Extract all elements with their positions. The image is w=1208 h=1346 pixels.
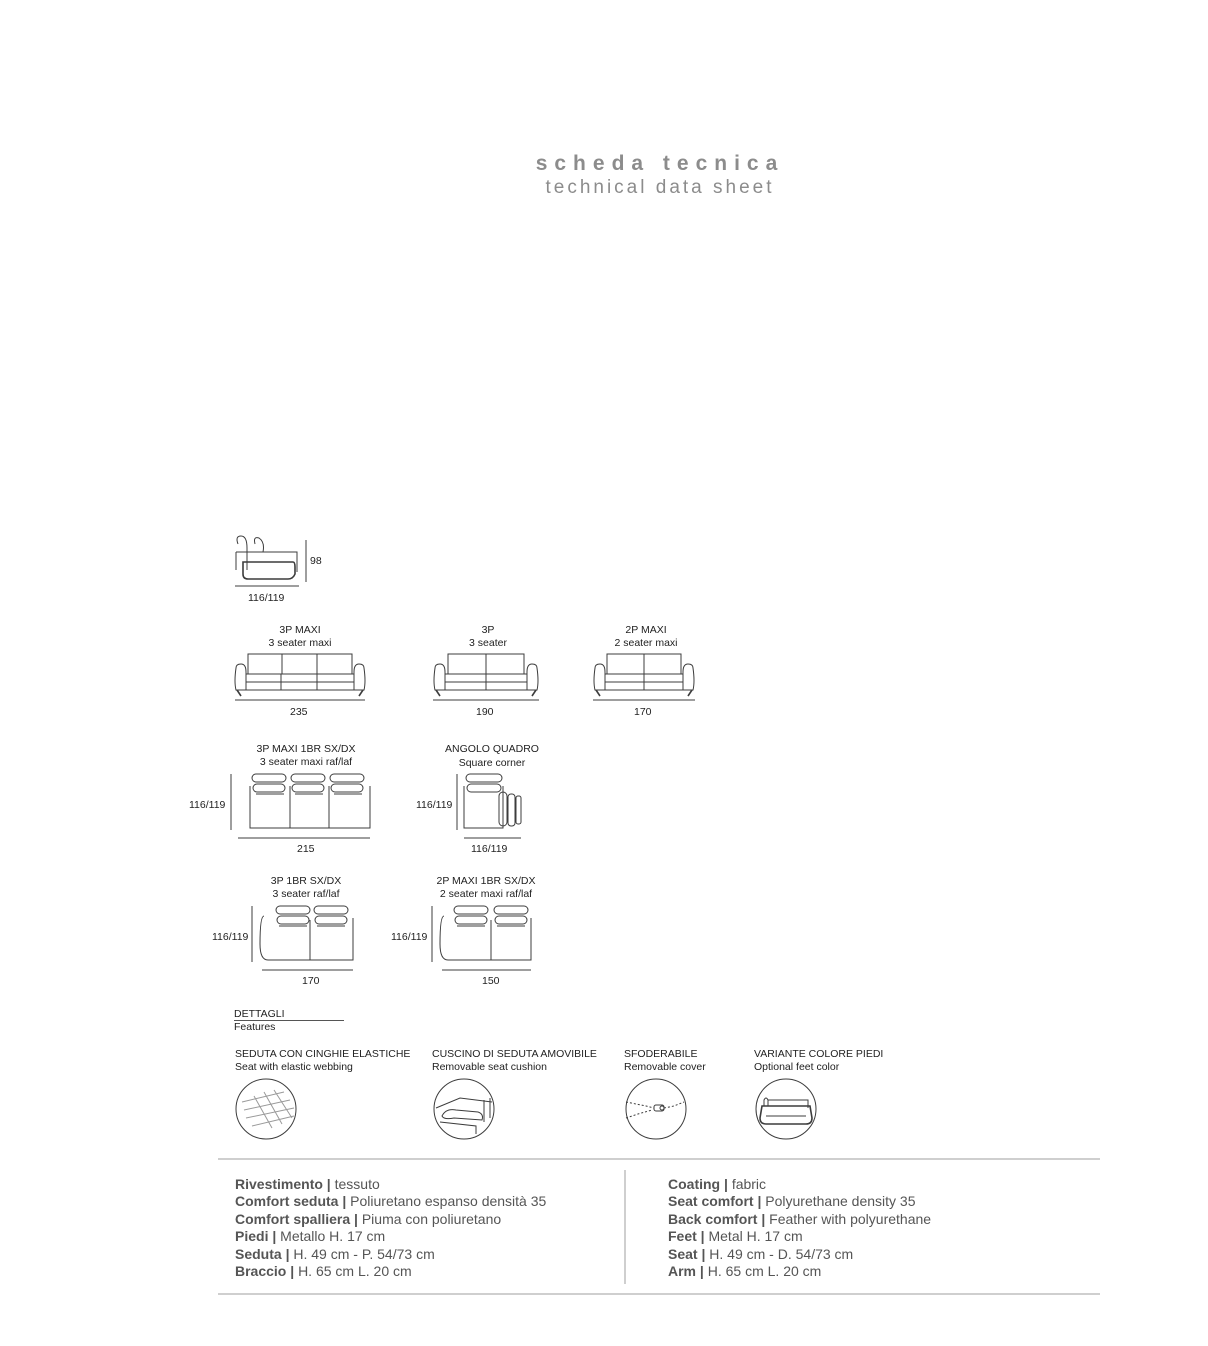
- model-depth: 116/119: [391, 931, 428, 943]
- side-depth-value: 116/119: [248, 592, 285, 604]
- spec-value: H. 65 cm L. 20 cm: [298, 1263, 412, 1280]
- spec-value: Piuma con poliuretano: [361, 1210, 502, 1227]
- spec-row: [668, 1193, 931, 1210]
- feature-title: SEDUTA CON CINGHIE ELASTICHE: [235, 1048, 411, 1060]
- sofa-3p-maxi-front-drawing: [233, 652, 367, 704]
- spec-key: Feet |: [668, 1228, 705, 1245]
- feet-icon: [754, 1078, 820, 1142]
- feature-subtitle: Optional feet color: [754, 1061, 840, 1073]
- model-width: 190: [476, 706, 494, 718]
- model-desc: 3 seater raf/laf: [272, 888, 340, 900]
- model-code: 2P MAXI: [625, 624, 667, 636]
- spec-value: Metal H. 17 cm: [708, 1228, 803, 1245]
- spec-key: Comfort seduta |: [235, 1193, 347, 1210]
- height-line: [304, 540, 308, 582]
- spec-value: H. 49 cm - P. 54/73 cm: [293, 1245, 435, 1262]
- details-subtitle: Features: [234, 1021, 276, 1033]
- feature-title: CUSCINO DI SEDUTA AMOVIBILE: [432, 1048, 597, 1060]
- feature-subtitle: Removable seat cushion: [432, 1061, 547, 1073]
- feature-title: SFODERABILE: [624, 1048, 698, 1060]
- sofa-3p-maxi-1br-plan-drawing: [228, 772, 374, 842]
- spec-row: [235, 1246, 546, 1263]
- model-width: 150: [482, 975, 500, 987]
- model-code: 3P 1BR SX/DX: [270, 875, 342, 887]
- details-title: DETTAGLI: [234, 1008, 285, 1020]
- model-width: 215: [297, 843, 315, 855]
- model-depth: 116/119: [212, 931, 249, 943]
- model-width: 235: [290, 706, 308, 718]
- spec-value: H. 49 cm - D. 54/73 cm: [709, 1245, 854, 1262]
- sofa-2p-maxi-front-drawing: [592, 652, 696, 704]
- spec-row: [235, 1193, 546, 1210]
- model-code: ANGOLO QUADRO: [445, 743, 539, 755]
- feature-title: VARIANTE COLORE PIEDI: [754, 1048, 884, 1060]
- spec-key: Coating |: [668, 1176, 728, 1192]
- column-divider: [624, 1170, 626, 1284]
- spec-value: Feather with polyurethane: [769, 1210, 932, 1227]
- spec-row: [235, 1211, 546, 1228]
- feature-subtitle: Seat with elastic webbing: [235, 1061, 353, 1073]
- spec-key: Braccio |: [235, 1263, 295, 1280]
- model-desc: 2 seater maxi: [614, 637, 678, 649]
- cushion-icon: [432, 1078, 498, 1142]
- spec-value: fabric: [731, 1176, 767, 1192]
- model-code: 2P MAXI 1BR SX/DX: [436, 875, 536, 887]
- spec-key: Seat comfort |: [668, 1193, 762, 1210]
- model-width: 116/119: [471, 843, 508, 855]
- specs-english: [668, 1176, 931, 1280]
- model-code: 3P MAXI: [279, 624, 321, 636]
- spec-value: Poliuretano espanso densità 35: [350, 1193, 547, 1210]
- spec-row: [668, 1211, 931, 1228]
- model-desc: 3 seater maxi raf/laf: [259, 756, 353, 768]
- square-corner-plan-drawing: [455, 772, 525, 842]
- model-depth: 116/119: [416, 799, 453, 811]
- model-desc: 3 seater maxi: [268, 637, 332, 649]
- spec-value: Metallo H. 17 cm: [280, 1228, 386, 1245]
- model-code: 3P: [481, 624, 495, 636]
- spec-key: Arm |: [668, 1263, 704, 1280]
- spec-key: Comfort spalliera |: [235, 1210, 358, 1227]
- bottom-rule: [218, 1293, 1100, 1295]
- side-view-drawing: [233, 534, 303, 590]
- sofa-3p-front-drawing: [432, 652, 540, 704]
- model-desc: Square corner: [458, 757, 526, 769]
- model-width: 170: [634, 706, 652, 718]
- spec-key: Piedi |: [235, 1228, 277, 1245]
- spec-key: Seduta |: [235, 1245, 290, 1262]
- spec-value: H. 65 cm L. 20 cm: [707, 1263, 822, 1280]
- model-width: 170: [302, 975, 320, 987]
- model-depth: 116/119: [189, 799, 226, 811]
- model-desc: 2 seater maxi raf/laf: [439, 888, 533, 900]
- spec-key: Rivestimento |: [235, 1176, 331, 1192]
- spec-row: [235, 1228, 546, 1245]
- spec-row: [235, 1176, 546, 1193]
- specs-italian: [235, 1176, 546, 1280]
- webbing-icon: [234, 1078, 300, 1142]
- model-code: 3P MAXI 1BR SX/DX: [256, 743, 356, 755]
- spec-row: [668, 1263, 931, 1280]
- spec-row: [668, 1228, 931, 1245]
- spec-row: [668, 1246, 931, 1263]
- page-subtitle: technical data sheet: [545, 177, 775, 198]
- sofa-2p-maxi-1br-plan-drawing: [430, 904, 536, 974]
- spec-value: tessuto: [334, 1176, 380, 1192]
- top-rule: [218, 1158, 1100, 1160]
- spec-row: [668, 1176, 931, 1193]
- spec-value: Polyurethane density 35: [765, 1193, 916, 1210]
- spec-key: Seat |: [668, 1245, 706, 1262]
- spec-row: [235, 1263, 546, 1280]
- sofa-3p-1br-plan-drawing: [250, 904, 358, 974]
- page-title: scheda tecnica: [535, 152, 785, 175]
- feature-subtitle: Removable cover: [624, 1061, 706, 1073]
- zipper-icon: [624, 1078, 690, 1142]
- model-desc: 3 seater: [469, 637, 507, 649]
- spec-key: Back comfort |: [668, 1210, 766, 1227]
- side-height-value: 98: [310, 555, 322, 567]
